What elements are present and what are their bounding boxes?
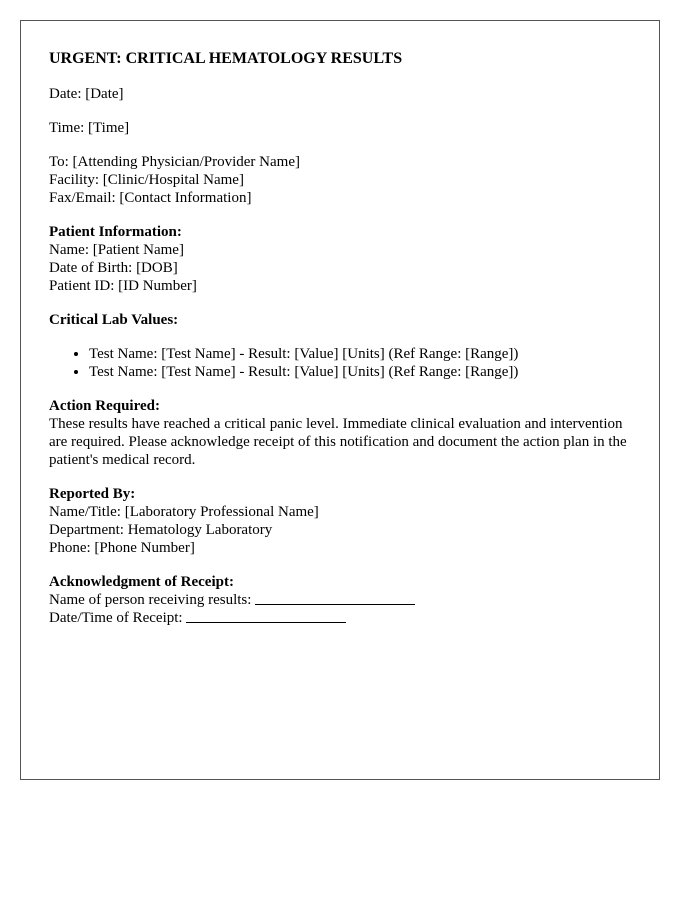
- date-line: Date: [Date]: [49, 86, 124, 102]
- reporter-department: Department: Hematology Laboratory: [49, 522, 273, 538]
- receipt-datetime-blank[interactable]: [186, 622, 346, 623]
- recipient-block: [49, 153, 631, 207]
- recipient-contact: Fax/Email: [Contact Information]: [49, 190, 252, 206]
- critical-value-item: • Test Name: [Test Name] - Result: [Value] [Units] (Ref Range: [Range]): [89, 345, 631, 363]
- recipient-to: To: [Attending Physician/Provider Name]: [49, 154, 300, 170]
- acknowledgment-block: [49, 573, 631, 627]
- receipt-datetime-line: [49, 609, 631, 627]
- patient-name: Name: [Patient Name]: [49, 242, 184, 258]
- receiver-name-label: Name of person receiving results:: [49, 592, 252, 608]
- document-page: [20, 20, 660, 780]
- critical-values-list: [49, 345, 631, 381]
- patient-dob: Date of Birth: [DOB]: [49, 260, 178, 276]
- critical-values-heading: Critical Lab Values:: [49, 312, 179, 328]
- patient-id: Patient ID: [ID Number]: [49, 278, 197, 294]
- receiver-name-line: [49, 591, 631, 609]
- reporter-phone: Phone: [Phone Number]: [49, 540, 195, 556]
- receipt-datetime-label: Date/Time of Receipt:: [49, 610, 183, 626]
- reported-by-heading: Reported By:: [49, 486, 136, 502]
- action-required-block: [49, 397, 631, 469]
- document-title: URGENT: CRITICAL HEMATOLOGY RESULTS: [49, 50, 403, 67]
- receiver-name-blank[interactable]: [255, 604, 415, 605]
- critical-value-item: • Test Name: [Test Name] - Result: [Value] [Units] (Ref Range: [Range]): [89, 363, 631, 381]
- action-required-text: These results have reached a critical panic level. Immediate clinical evaluation and intervention are required. Please acknowledge receipt of this notification and document the action plan in the patient's medical record.: [49, 416, 627, 468]
- time-line: Time: [Time]: [49, 120, 130, 136]
- reporter-name-title: Name/Title: [Laboratory Professional Name]: [49, 504, 319, 520]
- acknowledgment-heading: Acknowledgment of Receipt:: [49, 574, 234, 590]
- action-required-heading: Action Required:: [49, 398, 160, 414]
- patient-info-heading: Patient Information:: [49, 224, 182, 240]
- recipient-facility: Facility: [Clinic/Hospital Name]: [49, 172, 244, 188]
- patient-info-block: [49, 223, 631, 295]
- reported-by-block: [49, 485, 631, 557]
